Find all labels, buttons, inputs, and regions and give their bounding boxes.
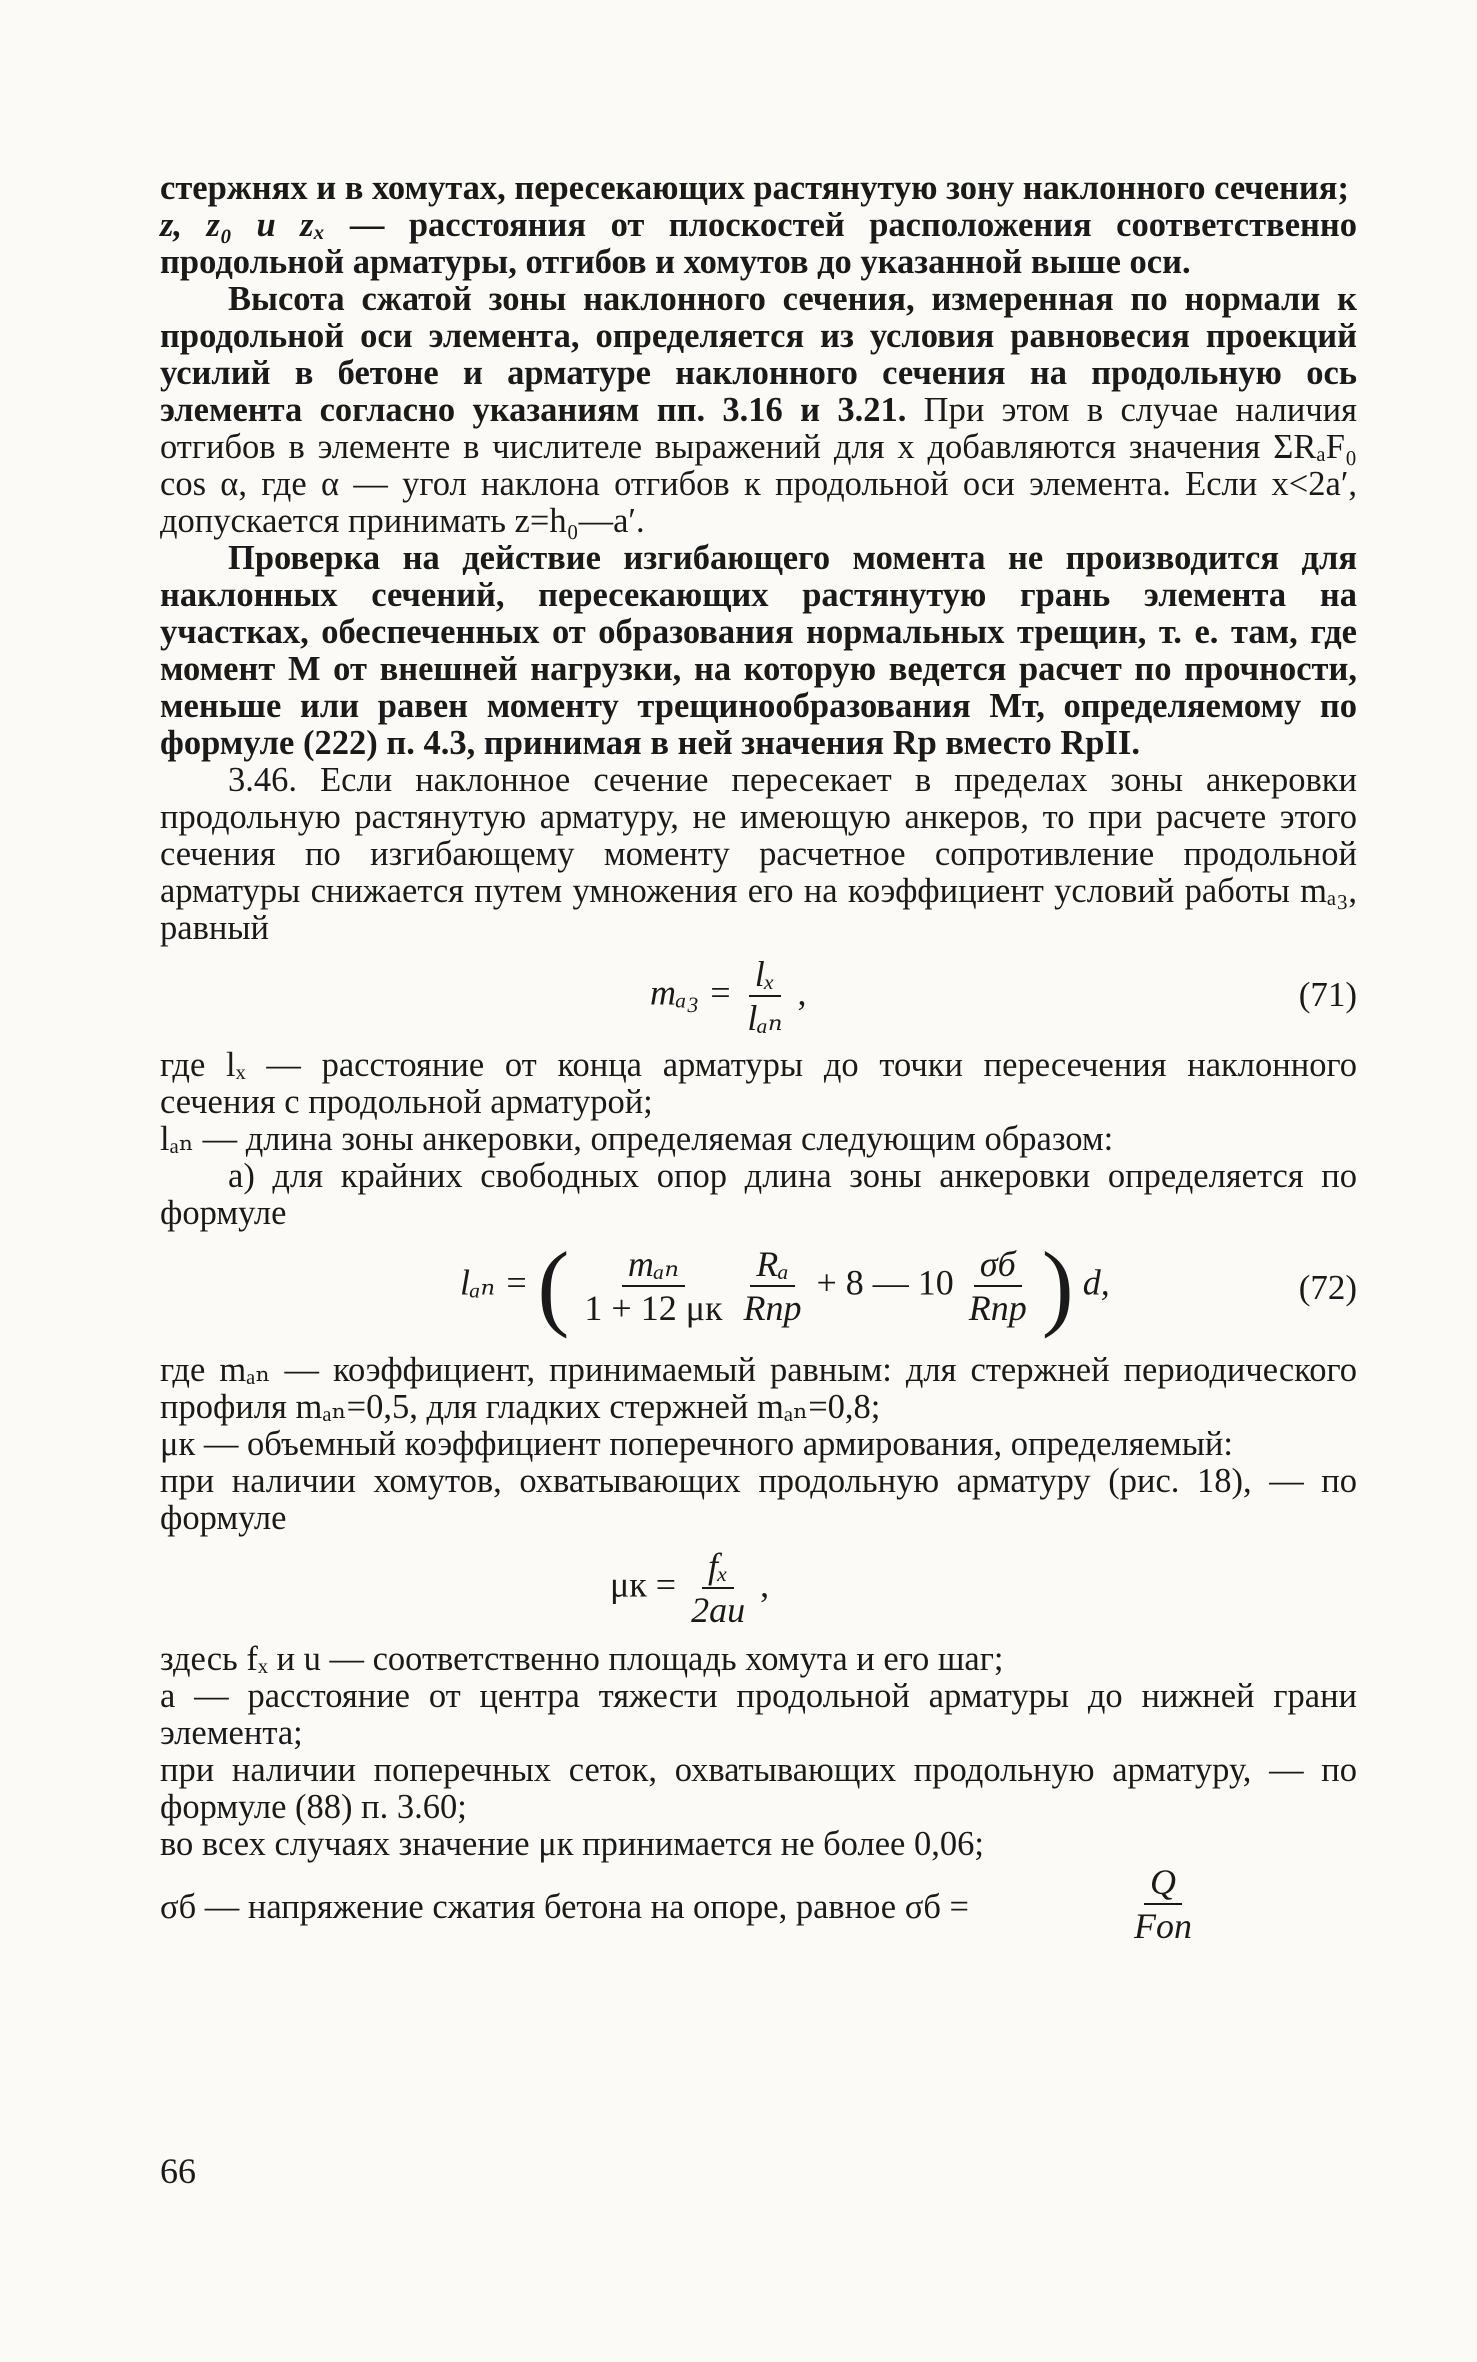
paragraph: a — расстояние от центра тяжести продольной арматуры до нижней грани элемента; bbox=[160, 1677, 1357, 1752]
equation-mu bbox=[160, 1537, 1357, 1641]
eq-tail: d, bbox=[1082, 1262, 1110, 1303]
fraction-denominator: Rпр bbox=[743, 1288, 802, 1328]
paragraph: σб — напряжение сжатия бетона на опоре, равное σб = bbox=[160, 1888, 969, 1926]
eq-lhs: mₐ₃ = bbox=[650, 972, 733, 1013]
fraction-numerator: fₓ bbox=[702, 1547, 734, 1589]
paragraph: μк — объемный коэффициент поперечного армирования, определяемый: bbox=[160, 1425, 1233, 1463]
paragraph-text: — расстояния от плоскостей расположения соответственно продольной арматуры, отгибов и хомутов до указанной выше оси. bbox=[160, 206, 1358, 281]
paragraph: при наличии поперечных сеток, охватывающих продольную арматуру, — по формуле (88) п. 3.60; bbox=[160, 1751, 1357, 1826]
paragraph: где lₓ — расстояние от конца арматуры до точки пересечения наклонного сечения с продольной арматурой; bbox=[160, 1046, 1357, 1121]
page-number: 66 bbox=[160, 2151, 196, 2191]
paragraph-3-46: 3.46. Если наклонное сечение пересекает в пределах зоны анкеровки продольную растянутую арматуру, не имеющую анкеров, то при расчете этого сечения по изгибающему моменту расчетное сопротивление продольной арматуры снижается путем умножения его на коэффициент условий работы mₐ₃, равный bbox=[160, 761, 1357, 947]
fraction-denominator: Fоп bbox=[1134, 1906, 1192, 1946]
fraction-denominator: Rпр bbox=[968, 1288, 1027, 1328]
equation-number: (71) bbox=[1298, 975, 1357, 1014]
paragraph: а) для крайних свободных опор длина зоны анкеровки определяется по формуле bbox=[160, 1157, 1357, 1232]
fraction bbox=[1128, 1863, 1198, 1945]
fraction bbox=[741, 955, 788, 1037]
left-paren: ( bbox=[537, 1232, 570, 1339]
eq-middle: + 8 — 10 bbox=[816, 1262, 954, 1303]
text-column bbox=[160, 170, 1357, 1947]
fraction bbox=[737, 1245, 807, 1327]
eq-lhs: μк = bbox=[610, 1564, 677, 1605]
right-paren: ) bbox=[1041, 1232, 1074, 1339]
equation-71 bbox=[160, 947, 1357, 1047]
equation-body bbox=[610, 1547, 769, 1629]
fraction-numerator: Q bbox=[1144, 1863, 1182, 1905]
paragraph: здесь fₓ и u — соответственно площадь хомута и его шаг; bbox=[160, 1640, 1004, 1678]
fraction-denominator: 1 + 12 μк bbox=[584, 1288, 723, 1328]
equation-72 bbox=[160, 1232, 1357, 1352]
paragraph-bold-text: Высота сжатой зоны наклонного сечения, измеренная по нормали к продольной оси элемента, определяется из условия равновесия проекций усилий в бетоне и арматуре наклонного сечения на продольную ось элемента согласно указаниям пп. 3.16 и 3.21. bbox=[160, 280, 1357, 429]
fraction bbox=[963, 1245, 1033, 1327]
fraction-numerator: σб bbox=[974, 1245, 1022, 1287]
eq-tail: , bbox=[797, 972, 807, 1013]
paragraph bbox=[160, 207, 1357, 281]
paragraph: во всех случаях значение μк принимается не более 0,06; bbox=[160, 1825, 984, 1863]
fraction-denominator: lₐₙ bbox=[747, 998, 783, 1038]
paragraph: где mₐₙ — коэффициент, принимаемый равным: для стержней периодического профиля mₐₙ=0,5, для гладких стержней mₐₙ=0,8; bbox=[160, 1351, 1357, 1426]
fraction bbox=[578, 1245, 728, 1327]
fraction-numerator: mₐₙ bbox=[622, 1245, 685, 1287]
fraction bbox=[685, 1547, 751, 1629]
equation-body bbox=[650, 955, 806, 1037]
eq-lhs: lₐₙ = bbox=[460, 1262, 529, 1303]
fraction-denominator: 2au bbox=[691, 1590, 746, 1630]
equation-number: (72) bbox=[1298, 1268, 1357, 1307]
fraction-numerator: lₓ bbox=[749, 955, 781, 997]
paragraph: стержнях и в хомутах, пересекающих растянутую зону наклонного сечения; bbox=[160, 169, 1349, 207]
paragraph: при наличии хомутов, охватывающих продольную арматуру (рис. 18), — по формуле bbox=[160, 1462, 1357, 1537]
sigma-line bbox=[160, 1863, 1357, 1947]
fraction-numerator: Rₐ bbox=[750, 1245, 795, 1287]
eq-tail: , bbox=[760, 1564, 770, 1605]
equation-body bbox=[460, 1232, 1110, 1339]
paragraph bbox=[160, 281, 1357, 540]
paragraph: Проверка на действие изгибающего момента не производится для наклонных сечений, пересекающих растянутую грань элемента на участках, обеспеченных от образования нормальных трещин, т. е. там, где момент M от внешней нагрузки, на которую ведется расчет по прочности, меньше или равен моменту трещинообразования Mт, определяемому по формуле (222) п. 4.3, принимая в ней значения Rр вместо RpII. bbox=[160, 539, 1357, 762]
variables: z, z₀ и zₓ bbox=[160, 206, 326, 244]
paragraph: lₐₙ — длина зоны анкеровки, определяемая следующим образом: bbox=[160, 1120, 1114, 1158]
paragraph-text: При этом в случае наличия отгибов в элементе в числителе выражений для x добавляются значения ΣRₐF₀ cos α, где α — угол наклона отгибов к продольной оси элемента. Если x<2a′, допускается принимать z=h₀—a′. bbox=[160, 391, 1358, 540]
